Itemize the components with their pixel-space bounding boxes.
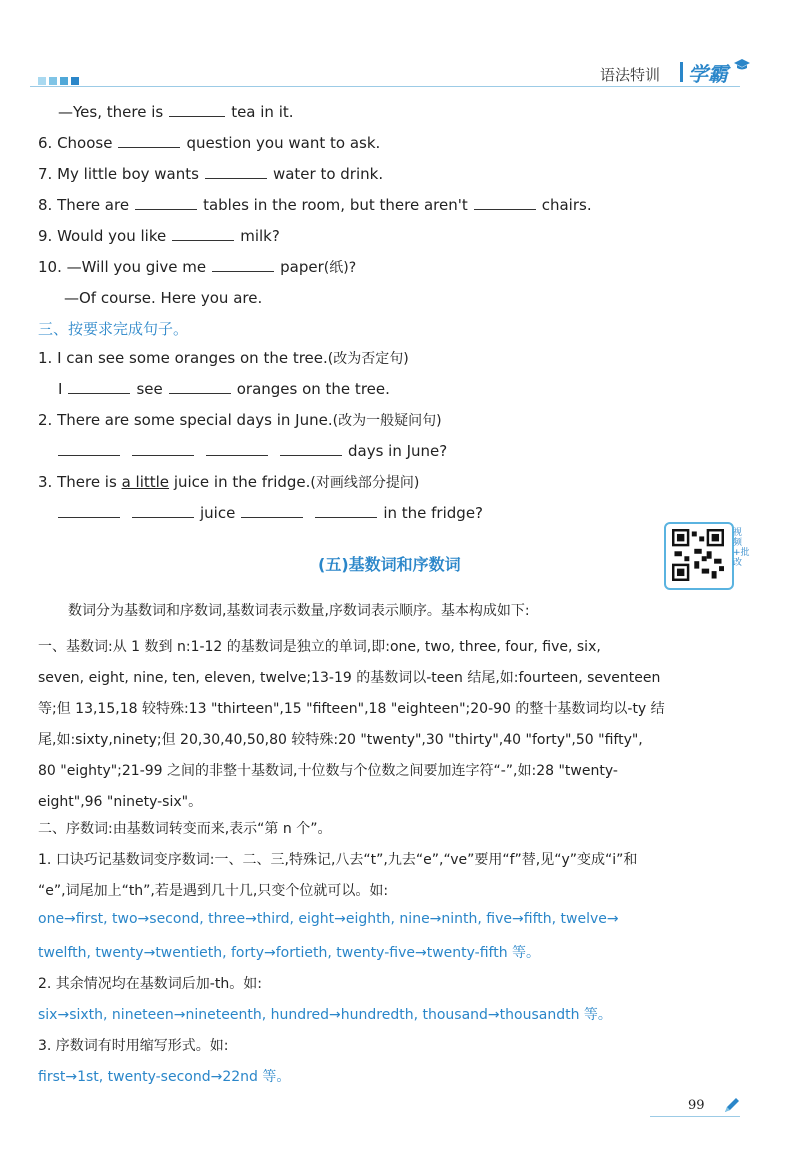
- p1-line: 尾,如:sixty,ninety;但 20,30,40,50,80 较特殊:20 "twenty",30 "thirty",40 "forty",50 "fifty",: [38, 732, 643, 748]
- example1-line1: one→first, two→second, three→third, eight→eighth, nine→ninth, five→fifth, twelve→: [38, 911, 619, 927]
- brand-logo: 学霸: [688, 62, 728, 86]
- example3: first→1st, twenty-second→22nd 等。: [38, 1069, 291, 1085]
- section3-q1-answer: I see oranges on the tree.: [58, 380, 390, 398]
- ordinal-heading: 二、序数词:由基数词转变而来,表示“第 n 个”。: [38, 821, 332, 837]
- exercise-q10: 10. —Will you give me paper(纸)?: [38, 258, 357, 276]
- section3-q3-answer: juice in the fridge?: [52, 503, 483, 523]
- graduation-cap-icon: [734, 56, 750, 75]
- exercise-q9: 9. Would you like milk?: [38, 227, 280, 245]
- p1-line: 一、基数词:从 1 数到 n:1-12 的基数词是独立的单词,即:one, two, three, four, five, six,: [38, 639, 601, 655]
- exercise-q8: 8. There are tables in the room, but there aren't chairs.: [38, 196, 592, 214]
- section3-q2-answer: days in June?: [52, 441, 447, 461]
- section3-q2: 2. There are some special days in June.(改为一般疑问句): [38, 411, 442, 429]
- p1-line: 80 "eighty";21-99 之间的非整十基数词,十位数与个位数之间要加连字符“-”,如:28 "twenty-: [38, 763, 618, 779]
- qr-label: 视频+批改: [733, 528, 750, 568]
- header-divider-bar: [680, 62, 683, 82]
- page-number: 99: [688, 1098, 705, 1113]
- section3-q1: 1. I can see some oranges on the tree.(改为否定句): [38, 349, 409, 367]
- p1-line: 等;但 13,15,18 较特殊:13 "thirteen",15 "fifteen",18 "eighteen";20-90 的整十基数词均以-ty 结: [38, 701, 665, 717]
- pencil-icon: [722, 1095, 742, 1119]
- exercise-q10-answer: —Of course. Here you are.: [64, 289, 263, 307]
- exercise-q7: 7. My little boy wants water to drink.: [38, 165, 384, 183]
- rule1-line1: 1. 口诀巧记基数词变序数词:一、二、三,特殊记,八去“t”,九去“e”,“ve”要用“f”替,见“y”变成“i”和: [38, 852, 638, 868]
- rule3: 3. 序数词有时用缩写形式。如:: [38, 1038, 229, 1054]
- exercise-q6: 6. Choose question you want to ask.: [38, 134, 381, 152]
- header-label: 语法特训: [600, 66, 661, 84]
- p1-line: eight",96 "ninety-six"。: [38, 794, 203, 810]
- qr-code-icon[interactable]: [664, 522, 734, 590]
- example1-line2: twelfth, twenty→twentieth, forty→fortieth, twenty-five→twenty-fifth 等。: [38, 945, 541, 961]
- p1-line: seven, eight, nine, ten, eleven, twelve;13-19 的基数词以-teen 结尾,如:fourteen, seventeen: [38, 670, 661, 686]
- section3-title: 三、按要求完成句子。: [38, 320, 189, 338]
- header-rule: [30, 86, 740, 87]
- section3-q3: 3. There is a little juice in the fridge.(对画线部分提问): [38, 473, 420, 491]
- exercise-line-yes: —Yes, there is tea in it.: [58, 103, 294, 121]
- rule1-line2: “e”,词尾加上“th”,若是遇到几十几,只变个位就可以。如:: [38, 883, 389, 899]
- section5-title: (五)基数词和序数词: [318, 555, 461, 574]
- cardinal-paragraph: [38, 632, 746, 818]
- rule2: 2. 其余情况均在基数词后加-th。如:: [38, 976, 262, 992]
- example2: six→sixth, nineteen→nineteenth, hundred→hundredth, thousand→thousandth 等。: [38, 1007, 612, 1023]
- section5-intro: 数词分为基数词和序数词,基数词表示数量,序数词表示顺序。基本构成如下:: [68, 603, 530, 619]
